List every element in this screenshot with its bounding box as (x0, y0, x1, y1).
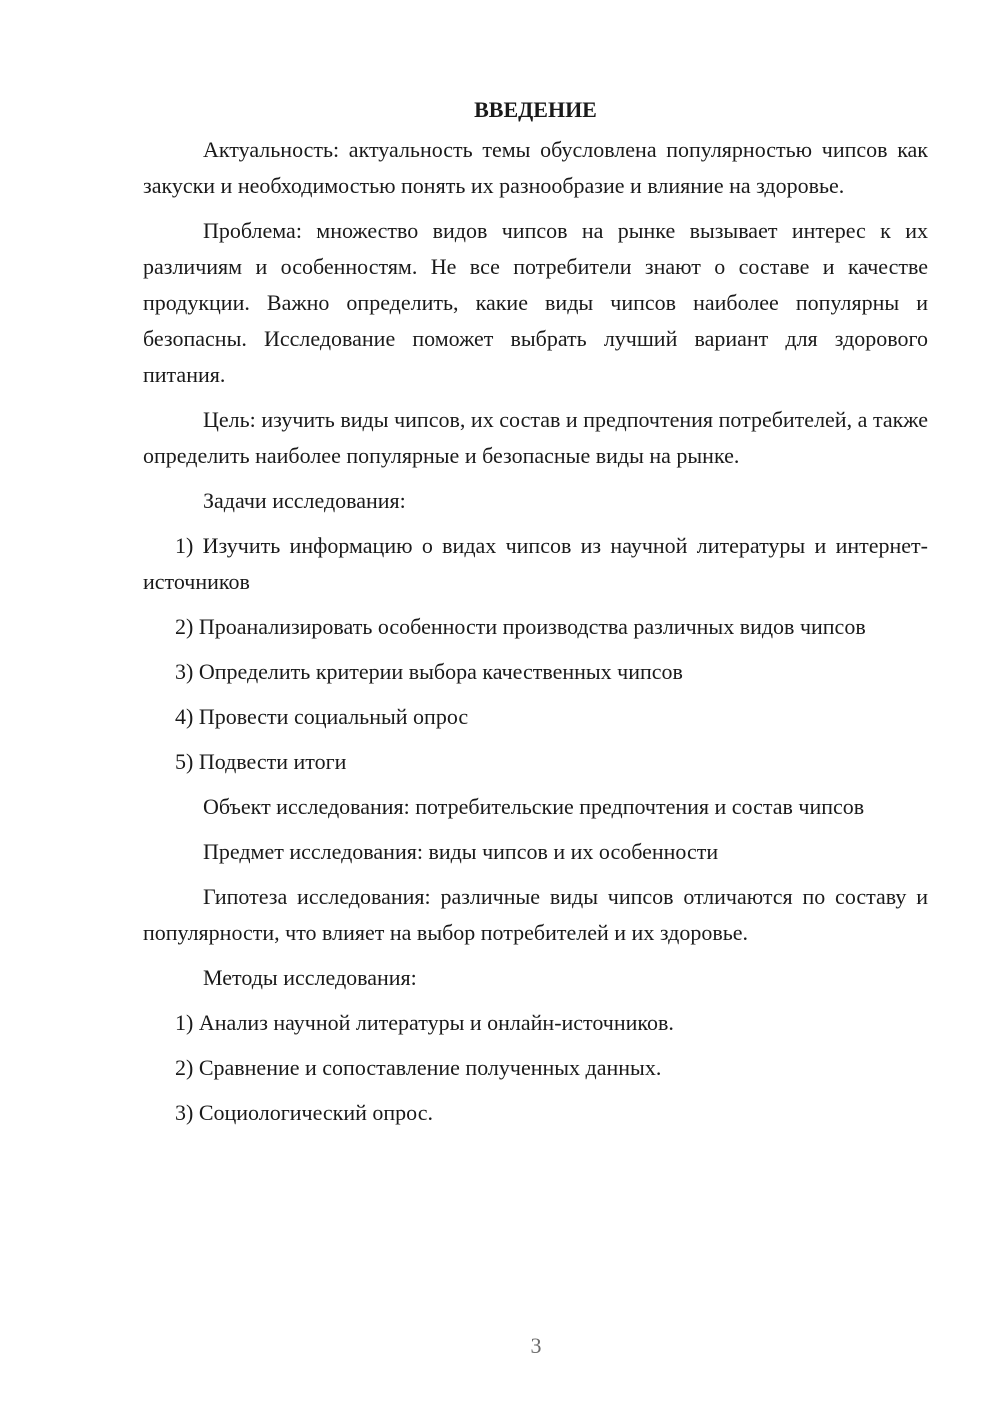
page-number: 3 (530, 1333, 542, 1358)
task-item-4: 4) Провести социальный опрос (175, 704, 469, 729)
methods-heading: Методы исследования: (203, 965, 417, 990)
tasks-heading: Задачи исследования: (203, 488, 406, 513)
task-item-1: 1) Изучить информацию о видах чипсов из научной литературы и интернет-источников (143, 533, 928, 594)
relevance-paragraph: Актуальность: актуальность темы обусловлена популярностью чипсов как закуски и необходимостью понять их разнообразие и влияние на здоровье. (143, 137, 928, 198)
goal-paragraph: Цель: изучить виды чипсов, их состав и предпочтения потребителей, а также определить наиболее популярные и безопасные виды на рынке. (143, 407, 928, 468)
section-title: ВВЕДЕНИЕ (474, 97, 597, 122)
method-item-2: 2) Сравнение и сопоставление полученных данных. (175, 1055, 662, 1080)
method-item-1: 1) Анализ научной литературы и онлайн-источников. (175, 1010, 674, 1035)
page-content (143, 92, 928, 1140)
method-item-3: 3) Социологический опрос. (175, 1100, 433, 1125)
problem-paragraph: Проблема: множество видов чипсов на рынке вызывает интерес к их различиям и особенностям. Не все потребители знают о составе и качестве продукции. Важно определить, какие виды чипсов наиболее популярны и безопасны. Исследование поможет выбрать лучший вариант для здорового питания. (143, 218, 928, 387)
hypothesis-paragraph: Гипотеза исследования: различные виды чипсов отличаются по составу и популярности, что влияет на выбор потребителей и их здоровье. (143, 884, 928, 945)
task-item-3: 3) Определить критерии выбора качественных чипсов (175, 659, 683, 684)
subject-paragraph: Предмет исследования: виды чипсов и их особенности (203, 839, 719, 864)
task-item-2: 2) Проанализировать особенности производства различных видов чипсов (175, 614, 866, 639)
task-item-5: 5) Подвести итоги (175, 749, 347, 774)
object-paragraph: Объект исследования: потребительские предпочтения и состав чипсов (203, 794, 865, 819)
